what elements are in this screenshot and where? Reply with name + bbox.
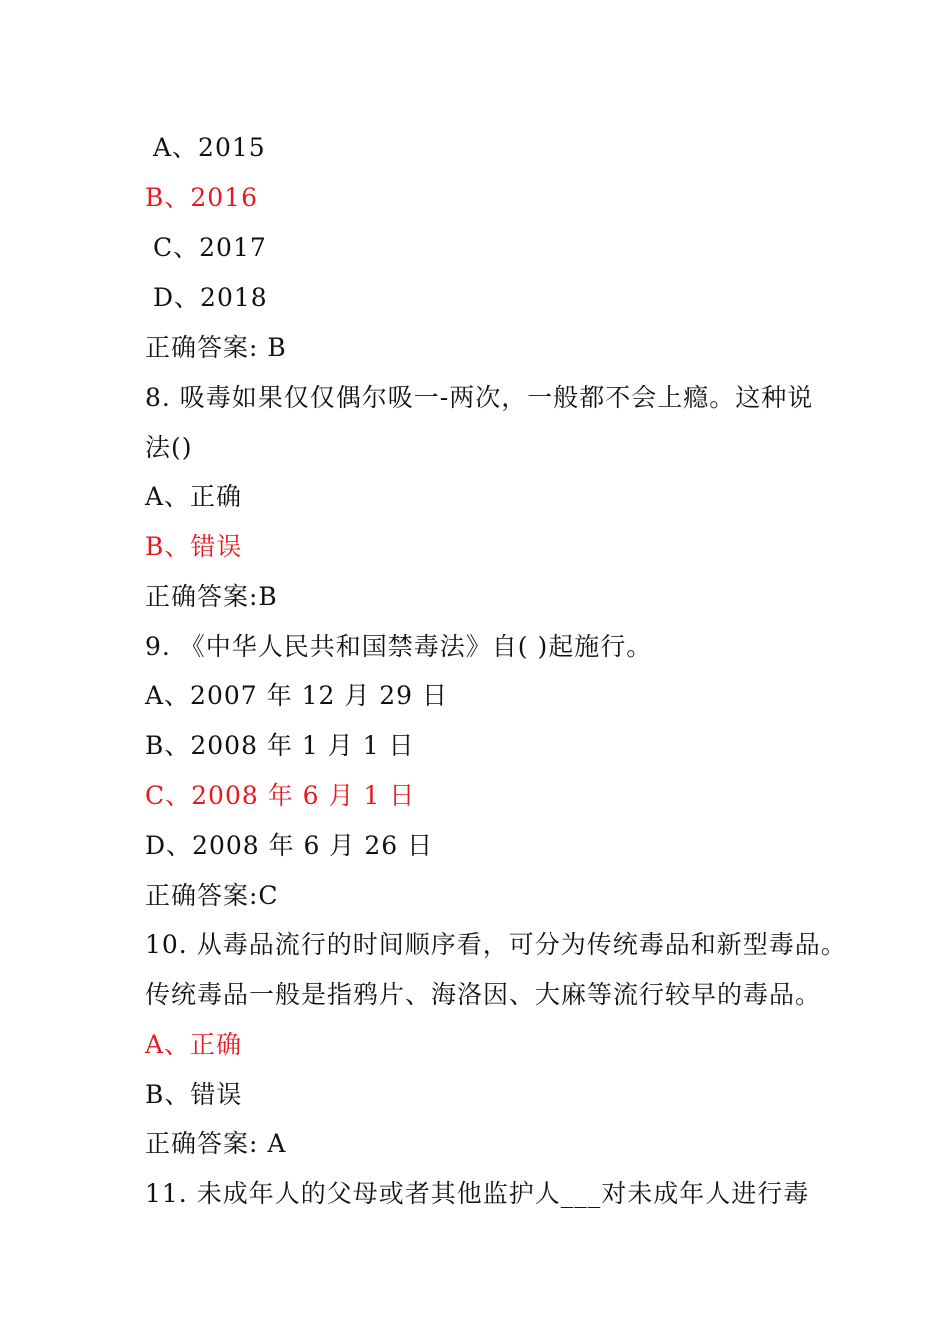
option-b: B、错误 — [145, 1080, 243, 1109]
question-8-cont: 法() — [145, 433, 193, 462]
correct-answer: 正确答案:B — [145, 582, 278, 611]
option-d: D、2008 年 6 月 26 日 — [145, 831, 434, 860]
option-b-answer: B、错误 — [145, 532, 243, 561]
option-d: D、2018 — [153, 283, 268, 312]
option-c-answer: C、2008 年 6 月 1 日 — [145, 781, 416, 810]
option-a: A、正确 — [145, 482, 243, 511]
question-8: 8. 吸毒如果仅仅偶尔吸一-两次，一般都不会上瘾。这种说 — [145, 383, 814, 412]
question-10: 10. 从毒品流行的时间顺序看，可分为传统毒品和新型毒品。 — [145, 930, 847, 959]
question-11: 11. 未成年人的父母或者其他监护人___对未成年人进行毒 — [145, 1179, 810, 1208]
option-a: A、2015 — [153, 133, 266, 162]
option-b: B、2008 年 1 月 1 日 — [145, 731, 415, 760]
correct-answer: 正确答案: A — [145, 1129, 287, 1158]
option-b-answer: B、2016 — [145, 183, 258, 212]
correct-answer: 正确答案:C — [145, 881, 279, 910]
option-c: C、2017 — [153, 233, 267, 262]
option-a: A、2007 年 12 月 29 日 — [145, 681, 449, 710]
question-9: 9. 《中华人民共和国禁毒法》自( )起施行。 — [145, 632, 653, 661]
correct-answer: 正确答案: B — [145, 333, 287, 362]
question-10-cont: 传统毒品一般是指鸦片、海洛因、大麻等流行较早的毒品。 — [145, 980, 822, 1009]
option-a-answer: A、正确 — [145, 1030, 243, 1059]
